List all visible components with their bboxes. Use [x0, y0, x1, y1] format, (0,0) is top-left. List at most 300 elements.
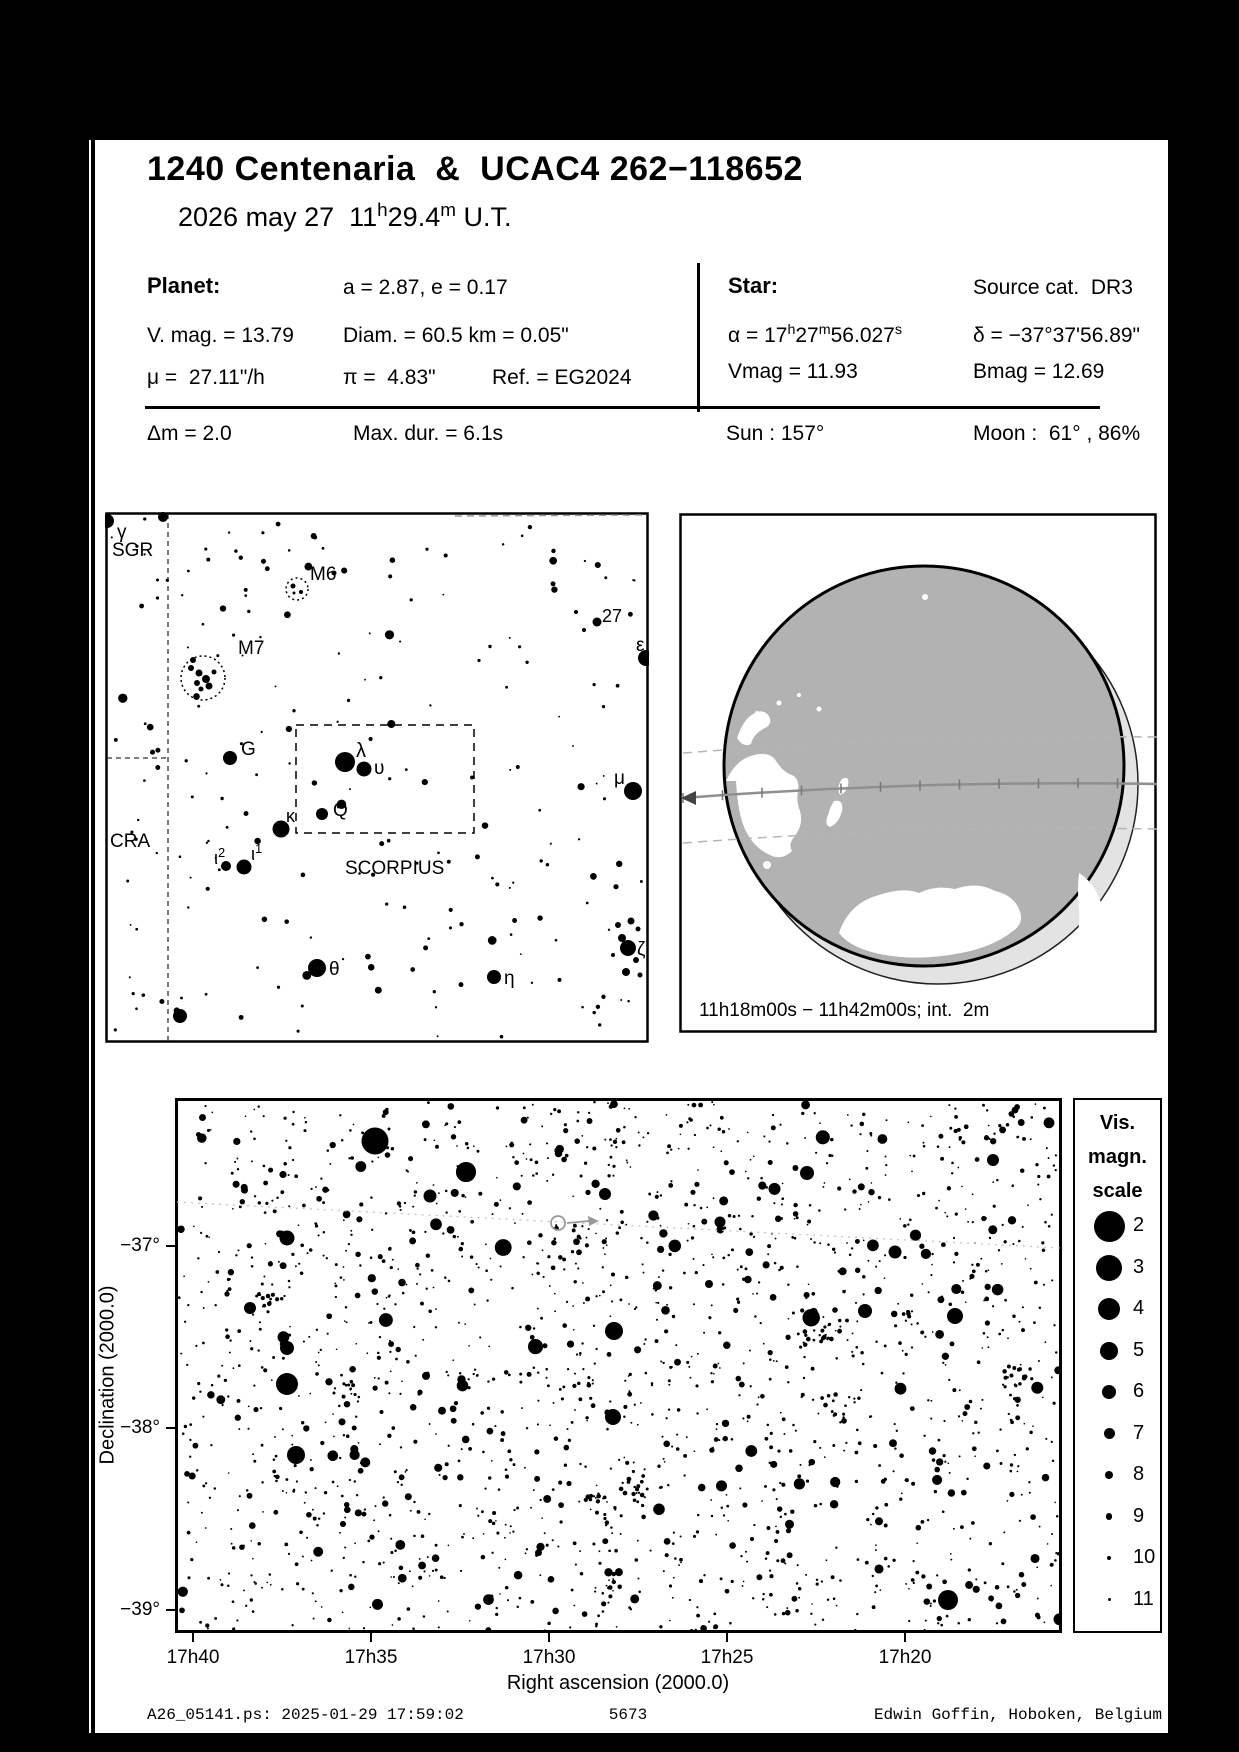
ytick-label: −38° — [120, 1417, 160, 1438]
star-dot — [735, 1465, 743, 1473]
star-dot — [477, 1150, 480, 1153]
star-dot — [718, 1439, 720, 1441]
star-dot — [972, 1193, 974, 1195]
star-dot — [608, 1164, 610, 1166]
star-dot — [412, 1585, 414, 1587]
star-dot — [461, 1448, 463, 1450]
star-dot — [1008, 1413, 1010, 1415]
star-dot — [693, 1258, 695, 1260]
star-dot — [643, 1343, 645, 1345]
star-dot — [1031, 1382, 1043, 1394]
star-dot — [279, 1171, 286, 1178]
finder-label-μ: μ — [614, 768, 625, 789]
star-dot — [201, 1206, 203, 1208]
legend-dot-mag-9 — [1106, 1513, 1113, 1520]
star-dot — [578, 838, 580, 840]
star-dot — [796, 1216, 799, 1219]
star-dot — [208, 1281, 210, 1283]
star-dot — [698, 1484, 706, 1492]
star-dot — [250, 1130, 252, 1132]
star-dot — [505, 1475, 509, 1479]
star-dot — [987, 1336, 989, 1338]
star-dot — [988, 1595, 994, 1601]
star-dot — [612, 1590, 614, 1592]
star-dot — [428, 1310, 432, 1314]
event-datetime — [178, 200, 511, 233]
star-dot — [789, 1449, 793, 1453]
star-dot — [383, 1308, 385, 1310]
star-dot — [888, 1198, 891, 1201]
star-dot — [808, 1283, 810, 1285]
star-dot — [584, 560, 586, 562]
star-dot — [436, 1203, 438, 1205]
star-dot — [459, 922, 463, 926]
star-dot — [845, 1442, 847, 1444]
star-dot — [276, 1196, 279, 1199]
star-dot — [628, 1375, 630, 1377]
star-dot — [803, 1377, 805, 1379]
star-dot — [599, 1188, 611, 1200]
star-dot — [602, 1610, 605, 1613]
star-dot — [929, 1447, 937, 1455]
star-dot — [1030, 1268, 1032, 1270]
star-dot — [800, 1166, 814, 1180]
star-dot — [831, 1575, 835, 1579]
star-dot — [485, 1598, 487, 1600]
star-dot — [349, 1574, 352, 1577]
star-dot — [526, 1427, 528, 1429]
star-dot — [720, 1116, 724, 1120]
star-dot — [827, 1243, 830, 1246]
ytick-37 — [166, 1245, 175, 1247]
star-dot — [438, 1192, 440, 1194]
star-dot — [265, 1202, 268, 1205]
star-dot — [427, 1101, 430, 1104]
star-dot — [601, 1592, 604, 1595]
xtick-label: 17h20 — [878, 1647, 932, 1668]
star-dot — [968, 1618, 971, 1621]
star-dot — [444, 554, 448, 558]
star-dot — [615, 1138, 617, 1140]
star-dot — [199, 1621, 202, 1624]
star-dot — [731, 1248, 734, 1251]
star-dot — [866, 1150, 868, 1152]
star-dot — [964, 1124, 969, 1129]
star-dot — [739, 1382, 745, 1388]
star-dot — [379, 841, 384, 846]
star-dot — [972, 1432, 974, 1434]
star-dot — [147, 724, 154, 731]
star-dot — [391, 1426, 395, 1430]
island — [755, 711, 759, 715]
star-dot — [910, 1293, 913, 1296]
star-dot — [612, 1572, 616, 1576]
star-dot — [587, 1376, 590, 1379]
star-dot — [867, 1260, 869, 1262]
star-dot — [315, 1600, 317, 1602]
star-dot — [315, 1361, 317, 1363]
star-dot — [398, 1582, 400, 1584]
star-dot — [589, 1494, 593, 1498]
star-dot — [333, 1392, 336, 1395]
finder-label-κ: κ — [286, 806, 295, 826]
star-dot — [327, 1450, 338, 1461]
star-dot — [342, 1382, 345, 1385]
star-dot — [606, 1501, 608, 1503]
star-dot — [1044, 1341, 1046, 1343]
star-dot — [326, 1313, 332, 1319]
star-dot — [775, 1526, 777, 1528]
star-dot — [938, 1200, 940, 1202]
star-dot — [588, 1228, 590, 1230]
star-dot — [722, 1257, 725, 1260]
star-dot — [310, 1467, 314, 1471]
star-dot — [405, 1493, 412, 1500]
star-dot — [632, 1470, 635, 1473]
star-dot — [318, 1352, 320, 1354]
star-dot — [769, 1593, 773, 1597]
star-dot — [490, 1279, 492, 1281]
star-dot — [1019, 1321, 1021, 1323]
star-dot — [551, 586, 557, 592]
star-dot — [725, 1589, 730, 1594]
star-dot — [590, 1509, 592, 1511]
star-dot — [575, 1263, 577, 1265]
star-dot — [551, 581, 556, 586]
star-dot — [852, 1332, 854, 1334]
star-dot — [787, 1381, 789, 1383]
star-dot — [950, 1341, 955, 1346]
star-dot — [200, 1291, 202, 1293]
star-dec: δ = −37°37'56.89" — [973, 324, 1141, 347]
star-dot — [604, 1139, 606, 1141]
star-dot — [758, 1182, 766, 1190]
star-dot — [729, 1622, 732, 1625]
star-dot — [934, 1490, 937, 1493]
star-dot — [409, 1237, 416, 1244]
star-dot — [476, 1508, 478, 1510]
island — [797, 693, 801, 697]
star-dot — [463, 1533, 465, 1535]
star-dot — [355, 1343, 357, 1345]
star-dot — [298, 1263, 300, 1265]
star-dot — [782, 1417, 786, 1421]
star-dot — [702, 1264, 704, 1266]
star-dot — [955, 1212, 958, 1215]
star-dot — [954, 1107, 956, 1109]
star-dot — [239, 1015, 244, 1020]
star-dot — [713, 1197, 715, 1199]
star-dot — [743, 1581, 745, 1583]
star-dot — [144, 722, 147, 725]
star-dot — [271, 1293, 275, 1297]
star-dot — [207, 1129, 210, 1132]
star-dot — [422, 779, 428, 785]
star-dot — [457, 1474, 463, 1480]
star-dot — [444, 1276, 447, 1279]
star-dot — [309, 1393, 311, 1395]
star-dot — [406, 1360, 410, 1364]
star-dot — [446, 1371, 448, 1373]
star-dot — [507, 1599, 509, 1601]
star-dot — [558, 1481, 562, 1485]
star-dot — [668, 1183, 673, 1188]
star-dot — [688, 1366, 690, 1368]
star-dot — [972, 1269, 976, 1273]
star-dot — [547, 1622, 551, 1626]
star-dot — [509, 1532, 511, 1534]
star-dot — [197, 1133, 207, 1143]
star-dot — [350, 1393, 352, 1395]
star-dot — [563, 1128, 568, 1133]
star-dot — [655, 1302, 657, 1304]
star-dot — [713, 1624, 718, 1629]
star-dot — [392, 1259, 394, 1261]
star-dot — [357, 1400, 359, 1402]
star-dot — [837, 1186, 841, 1190]
ra-part: α = 17 — [728, 324, 788, 347]
star-dot — [605, 1520, 610, 1525]
star-dot — [561, 1157, 567, 1163]
star-dot — [974, 1421, 977, 1424]
star-dot — [215, 1270, 219, 1274]
star-dot — [425, 548, 428, 551]
star-dot — [961, 1290, 965, 1294]
star-dot — [659, 1486, 662, 1489]
star-dot — [558, 1145, 563, 1150]
star-dot — [784, 1513, 787, 1516]
star-dot — [539, 859, 542, 862]
star-dot — [697, 1353, 699, 1355]
star-dot — [500, 1199, 502, 1201]
star-dot — [711, 1253, 713, 1255]
star-dot — [259, 1328, 262, 1331]
star-dot — [482, 822, 489, 829]
star-dot — [388, 1294, 390, 1296]
star-dot — [860, 1389, 862, 1391]
star-dot — [664, 1538, 671, 1545]
star-dot — [689, 1118, 693, 1122]
star-dot — [399, 641, 401, 643]
star-dot — [390, 557, 396, 563]
finder-label-G: G — [241, 739, 256, 760]
xtick-label: 17h30 — [522, 1647, 576, 1668]
star-dot — [716, 1423, 718, 1425]
star-dot — [541, 1125, 543, 1127]
page-edge-line — [89, 140, 91, 1733]
star-dot — [327, 1189, 329, 1191]
star-dot — [750, 1537, 754, 1541]
star-dot — [595, 1348, 597, 1350]
star-dot — [946, 1615, 949, 1618]
star-dot — [595, 1295, 597, 1297]
star-dot — [844, 1290, 846, 1292]
star-dot — [673, 1577, 675, 1579]
star-dot — [866, 1518, 869, 1521]
star-dot — [220, 1583, 223, 1586]
finder-label-SGR: SGR — [112, 540, 154, 561]
star-dot — [291, 1624, 293, 1626]
star-dot — [753, 1236, 755, 1238]
ra-sup-s: s — [894, 322, 902, 338]
star-dot — [975, 1578, 977, 1580]
star-dot — [974, 1455, 976, 1457]
star-dot — [549, 1424, 551, 1426]
star-dot — [700, 1625, 707, 1632]
star-dot — [913, 1582, 915, 1584]
star-dot — [583, 1302, 585, 1304]
star-dot — [585, 1296, 590, 1301]
star-dot — [378, 1530, 380, 1532]
star-dot — [833, 1392, 838, 1397]
star-dot — [610, 1156, 613, 1159]
star-dot — [954, 1252, 958, 1256]
star-dot — [668, 1379, 671, 1382]
ra-part: 27 — [795, 324, 819, 347]
star-dot — [816, 1130, 830, 1144]
star-dot — [343, 1557, 345, 1559]
star-dot — [558, 978, 562, 982]
star-dot — [669, 1584, 672, 1587]
star-dot — [554, 1310, 556, 1312]
star-dot — [618, 934, 626, 942]
star-dot — [717, 1363, 719, 1365]
star-dot — [713, 1613, 716, 1616]
star-dot — [944, 1212, 946, 1214]
star-dot — [905, 1320, 907, 1322]
star-dot — [593, 618, 602, 627]
star-dot — [776, 1360, 778, 1362]
star-dot — [596, 783, 598, 785]
star-dot — [388, 1247, 391, 1250]
star-dot — [335, 752, 355, 772]
star-dot — [776, 1559, 779, 1562]
star-dot — [362, 1561, 365, 1564]
star-dot — [986, 1109, 988, 1111]
star-dot — [598, 1550, 600, 1552]
star-dot — [478, 1266, 480, 1268]
star-dot — [852, 1189, 856, 1193]
star-dot — [457, 1120, 461, 1124]
star-dot — [669, 1240, 682, 1253]
star-dot — [924, 1598, 931, 1605]
star-dot — [377, 1356, 381, 1360]
star-dot — [390, 1370, 392, 1372]
star-dot — [345, 1306, 348, 1309]
star-dot — [987, 1346, 989, 1348]
star-dot — [221, 1404, 223, 1406]
star-dot — [320, 1441, 324, 1445]
star-dot — [237, 860, 252, 875]
star-dot — [694, 1182, 699, 1187]
footer-page-number: 5673 — [608, 1706, 648, 1724]
star-dot — [603, 775, 605, 777]
star-dot — [181, 594, 183, 596]
star-dot — [409, 1570, 411, 1572]
star-dot — [948, 1489, 955, 1496]
star-dot — [210, 1444, 212, 1446]
star-dot — [383, 1562, 385, 1564]
star-dot — [1012, 1366, 1016, 1370]
star-dot — [885, 1119, 887, 1121]
star-dot — [936, 1458, 943, 1465]
star-dot — [335, 1263, 338, 1266]
star-dot — [798, 1597, 800, 1599]
star-dot — [983, 1462, 990, 1469]
star-dot — [211, 1112, 213, 1114]
star-dot — [554, 1293, 556, 1295]
star-dot — [544, 1532, 546, 1534]
star-dot — [593, 1325, 595, 1327]
star-dot — [605, 1238, 607, 1240]
star-dot — [731, 1438, 734, 1441]
star-dot — [749, 1350, 751, 1352]
star-dot — [576, 1120, 579, 1123]
star-dot — [566, 1428, 568, 1430]
star-dot — [344, 1401, 350, 1407]
star-dot — [591, 1180, 599, 1188]
star-dot — [894, 1324, 897, 1327]
star-dot — [630, 1166, 632, 1168]
star-dot — [546, 863, 549, 866]
star-dot — [320, 1177, 322, 1179]
star-dot — [1018, 1240, 1021, 1243]
star-dot — [258, 1201, 261, 1204]
star-dot — [1042, 1396, 1044, 1398]
star-dot — [547, 1157, 549, 1159]
star-dot — [254, 1195, 256, 1197]
star-dot — [728, 1128, 730, 1130]
star-dot — [429, 1423, 431, 1425]
finder-label-ι: $\iota^2$ — [214, 845, 226, 868]
star-dot — [478, 1192, 482, 1196]
star-dot — [814, 1624, 816, 1626]
star-dot — [832, 1399, 835, 1402]
star-dot — [693, 1535, 696, 1538]
star-dot — [722, 1283, 725, 1286]
star-dot — [263, 1276, 265, 1278]
star-dot — [578, 783, 585, 790]
star-dot — [1029, 1492, 1031, 1494]
star-dot — [184, 1425, 187, 1428]
star-dot — [372, 1288, 379, 1295]
star-dot — [909, 1218, 912, 1221]
star-dot — [209, 1497, 211, 1499]
star-dot — [395, 1540, 405, 1550]
star-dot — [771, 1125, 776, 1130]
star-dot — [118, 694, 127, 703]
star-dot — [622, 1140, 626, 1144]
star-dot — [201, 1512, 203, 1514]
star-dot — [218, 868, 221, 871]
star-dot — [292, 1111, 294, 1113]
star-dot — [870, 1135, 872, 1137]
star-dot — [562, 1323, 567, 1328]
star-dot — [612, 1578, 614, 1580]
star-dot — [830, 1500, 838, 1508]
star-dot — [646, 1221, 648, 1223]
star-dot — [907, 1223, 909, 1225]
star-dot — [458, 1322, 460, 1324]
star-dot — [1035, 1103, 1037, 1105]
star-dot — [736, 1298, 739, 1301]
star-dot — [849, 1254, 852, 1257]
star-dot — [601, 995, 605, 999]
star-dot — [484, 1487, 486, 1489]
star-dot — [932, 1331, 934, 1333]
star-dot — [502, 543, 504, 545]
star-dot — [765, 1186, 768, 1189]
